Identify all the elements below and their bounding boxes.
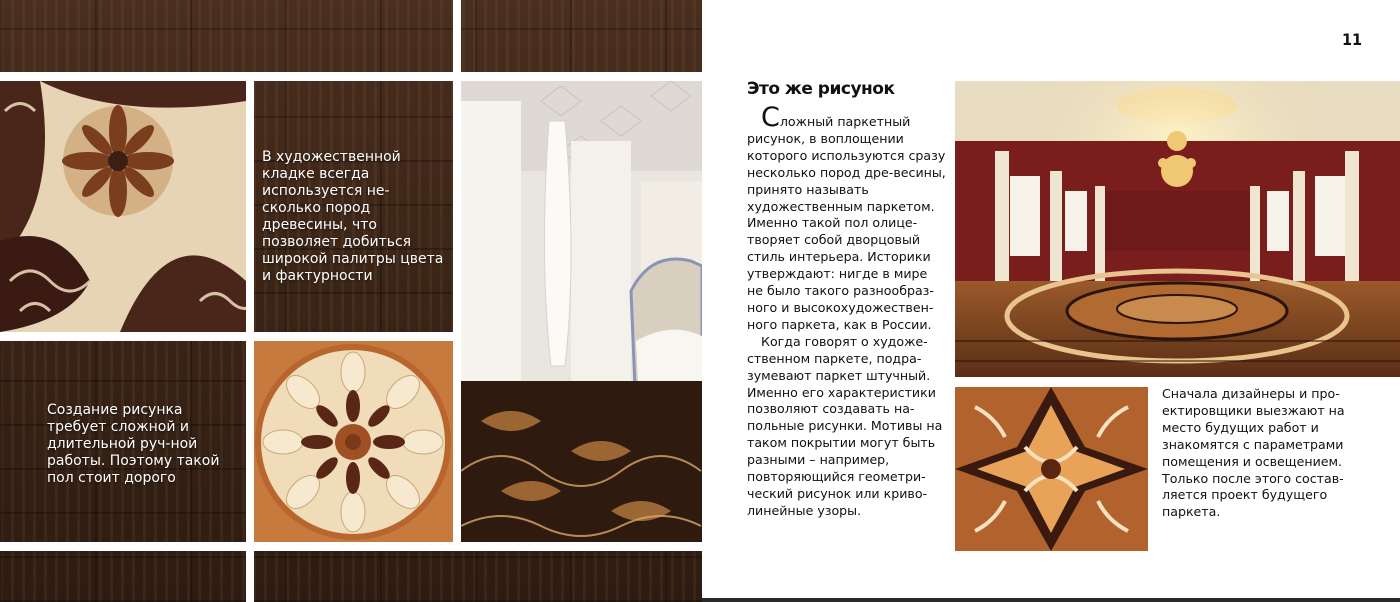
page-number: 11 <box>1342 30 1363 49</box>
article-heading: Это же рисунок <box>747 79 895 99</box>
caption-wood-species: В художественной кладке всегда используется не-сколько пород древесины, что позволяет добиться широкой палитры цвета и фактурности <box>262 149 444 284</box>
paragraph-1 <box>747 102 947 334</box>
side-paragraph: Сначала дизайнеры и про-ектировщики выезжают на место будущих работ и знакомятся с параметрами помещения и освещением. Только после этого состав-ляется проект будущего паркета. <box>1162 386 1345 520</box>
article-body <box>747 102 947 520</box>
inlay-pattern-photo <box>955 387 1148 551</box>
divider-vertical-2 <box>453 0 461 551</box>
palace-hall-photo <box>955 81 1400 377</box>
page-bottom-rule <box>702 598 1400 602</box>
caption-handwork: Создание рисунка требует сложной и длительной руч-ной работы. Поэтому такой пол стоит дорого <box>47 402 220 486</box>
paragraph-1-text: ложный паркетный рисунок, в воплощении которого используются сразу несколько пород дре-весины, принято называть художественным паркетом. Именно такой пол олице-творяет собой дворцовый стиль интерьера. Историки утверждают: нигде в мире не было такого разнообраз-ного и высокохудожествен-ного паркета, как в России. <box>747 114 946 332</box>
dropcap: С <box>761 102 780 133</box>
divider-horizontal-top <box>0 72 702 81</box>
paragraph-2-text: Когда говорят о художе-ственном паркете, подра-зумевают паркет штучный. Именно его характеристики позволяют создавать на-польные рисунки. Мотивы на таком покрытии могут быть разными – например, повторяющийся геометри-ческий рисунок или криво-линейные узоры. <box>747 333 943 518</box>
divider-vertical-1 <box>246 81 254 602</box>
marquetry-star-photo <box>0 81 246 332</box>
paragraph-2 <box>747 334 947 520</box>
divider-horizontal-bottom <box>0 542 702 551</box>
divider-horizontal-middle <box>0 332 460 341</box>
parquet-rosette-photo <box>254 341 453 542</box>
interior-room-photo <box>461 81 702 542</box>
